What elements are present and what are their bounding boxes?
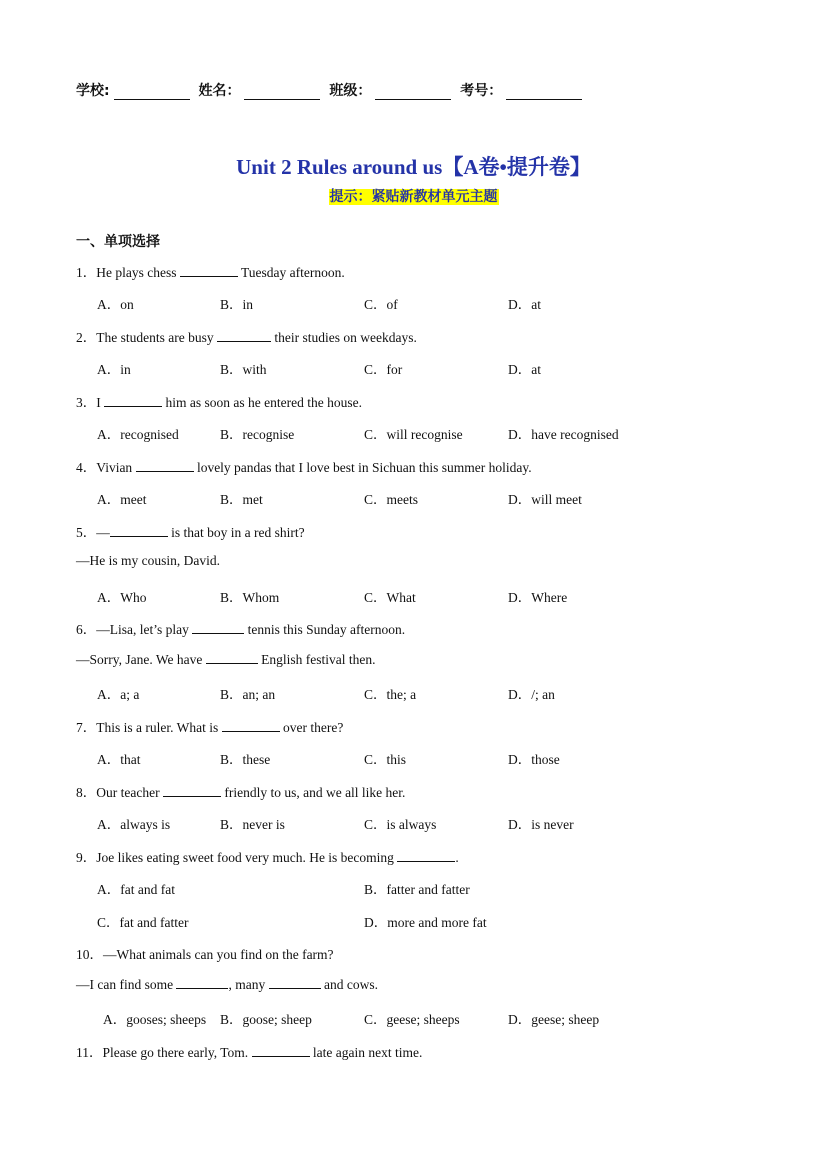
question-1 bbox=[76, 261, 345, 281]
question-text: friendly to us, and we all like her. bbox=[220, 785, 406, 800]
question-11 bbox=[76, 1041, 422, 1061]
question-number: 11． bbox=[76, 1045, 103, 1060]
answer-blank[interactable] bbox=[176, 976, 228, 989]
school-label: 学校: bbox=[76, 83, 110, 99]
option-b[interactable]: B．Whom bbox=[220, 590, 280, 605]
option-c[interactable]: C．will recognise bbox=[364, 427, 463, 442]
school-blank[interactable] bbox=[114, 85, 190, 100]
question-text: I bbox=[96, 395, 105, 410]
answer-blank[interactable] bbox=[252, 1044, 310, 1057]
question-5 bbox=[76, 521, 305, 541]
option-d[interactable]: D．geese; sheep bbox=[508, 1012, 600, 1027]
question-text: over there? bbox=[279, 720, 344, 735]
option-b[interactable]: B．an; an bbox=[220, 687, 276, 702]
question-number: 8． bbox=[76, 785, 97, 800]
option-c[interactable]: C．the; a bbox=[364, 687, 417, 702]
option-a[interactable]: A．a; a bbox=[97, 687, 140, 702]
dialogue-reply: —He is my cousin, David. bbox=[76, 553, 220, 568]
question-text: . bbox=[455, 850, 459, 865]
question-7 bbox=[76, 716, 343, 736]
question-text: is that boy in a red shirt? bbox=[167, 525, 305, 540]
question-text: The students are busy bbox=[96, 330, 217, 345]
option-b[interactable]: B．met bbox=[220, 492, 263, 507]
option-c[interactable]: C．geese; sheeps bbox=[364, 1012, 460, 1027]
question-text: —What animals can you find on the farm? bbox=[103, 947, 334, 962]
question-9 bbox=[76, 846, 459, 866]
question-3 bbox=[76, 391, 362, 411]
question-number: 3． bbox=[76, 395, 97, 410]
option-d[interactable]: D．more and more fat bbox=[364, 915, 487, 930]
question-text: — bbox=[96, 525, 110, 540]
question-text: Our teacher bbox=[96, 785, 163, 800]
option-b[interactable]: B．recognise bbox=[220, 427, 295, 442]
exam-no-blank[interactable] bbox=[506, 85, 582, 100]
option-b[interactable]: B．in bbox=[220, 297, 254, 312]
question-4 bbox=[76, 456, 532, 476]
answer-blank[interactable] bbox=[192, 621, 244, 634]
question-number: 7． bbox=[76, 720, 97, 735]
option-b[interactable]: B．these bbox=[220, 752, 271, 767]
section-title: 一、单项选择 bbox=[76, 234, 160, 250]
option-a[interactable]: A．that bbox=[97, 752, 141, 767]
option-c[interactable]: C．this bbox=[364, 752, 407, 767]
tip-banner bbox=[0, 186, 827, 206]
option-a[interactable]: A．meet bbox=[97, 492, 147, 507]
answer-blank[interactable] bbox=[110, 524, 168, 537]
option-d[interactable]: D．at bbox=[508, 297, 541, 312]
question-text: Tuesday afternoon. bbox=[237, 265, 345, 280]
option-a[interactable]: A．in bbox=[97, 362, 131, 377]
question-10 bbox=[76, 943, 334, 963]
question-number: 10． bbox=[76, 947, 103, 962]
name-blank[interactable] bbox=[244, 85, 320, 100]
option-c[interactable]: C．What bbox=[364, 590, 416, 605]
question-number: 5． bbox=[76, 525, 97, 540]
option-a[interactable]: A．fat and fat bbox=[97, 882, 175, 897]
dialogue-reply bbox=[76, 651, 376, 668]
option-a[interactable]: A．recognised bbox=[97, 427, 179, 442]
question-text: lovely pandas that I love best in Sichuan this summer holiday. bbox=[193, 460, 532, 475]
question-6 bbox=[76, 618, 405, 638]
question-8 bbox=[76, 781, 405, 801]
question-text: their studies on weekdays. bbox=[270, 330, 417, 345]
answer-blank[interactable] bbox=[180, 264, 238, 277]
question-number: 1． bbox=[76, 265, 97, 280]
option-c[interactable]: C．meets bbox=[364, 492, 418, 507]
option-a[interactable]: A．Who bbox=[97, 590, 147, 605]
option-d[interactable]: D．at bbox=[508, 362, 541, 377]
question-text: Vivian bbox=[96, 460, 136, 475]
option-d[interactable]: D．/; an bbox=[508, 687, 555, 702]
question-text: him as soon as he entered the house. bbox=[162, 395, 362, 410]
reply-text: —I can find some bbox=[76, 977, 177, 992]
question-number: 4． bbox=[76, 460, 97, 475]
option-b[interactable]: B．never is bbox=[220, 817, 285, 832]
answer-blank[interactable] bbox=[163, 784, 221, 797]
question-number: 2． bbox=[76, 330, 97, 345]
answer-blank[interactable] bbox=[222, 719, 280, 732]
option-d[interactable]: D．have recognised bbox=[508, 427, 619, 442]
question-text: late again next time. bbox=[309, 1045, 423, 1060]
answer-blank[interactable] bbox=[206, 651, 258, 664]
question-text: Please go there early, Tom. bbox=[102, 1045, 252, 1060]
option-b[interactable]: B．goose; sheep bbox=[220, 1012, 312, 1027]
exam-no-label: 考号： bbox=[460, 83, 503, 99]
answer-blank[interactable] bbox=[269, 976, 321, 989]
reply-text: and cows. bbox=[320, 977, 378, 992]
answer-blank[interactable] bbox=[104, 394, 162, 407]
student-info-line bbox=[76, 80, 582, 100]
option-c[interactable]: C．of bbox=[364, 297, 398, 312]
option-c[interactable]: C．for bbox=[364, 362, 403, 377]
reply-text: English festival then. bbox=[257, 652, 376, 667]
option-d[interactable]: D．will meet bbox=[508, 492, 582, 507]
reply-text: —Sorry, Jane. We have bbox=[76, 652, 206, 667]
question-text: tennis this Sunday afternoon. bbox=[244, 622, 406, 637]
option-a[interactable]: A．gooses; sheeps bbox=[103, 1012, 207, 1027]
question-text: He plays chess bbox=[96, 265, 180, 280]
question-text: Joe likes eating sweet food very much. He is becoming bbox=[96, 850, 398, 865]
question-2 bbox=[76, 326, 417, 346]
question-number: 9． bbox=[76, 850, 97, 865]
reply-text: , many bbox=[228, 977, 269, 992]
option-c[interactable]: C．is always bbox=[364, 817, 437, 832]
answer-blank[interactable] bbox=[136, 459, 194, 472]
name-label: 姓名： bbox=[198, 83, 241, 99]
option-d[interactable]: D．Where bbox=[508, 590, 568, 605]
option-b[interactable]: B．fatter and fatter bbox=[364, 882, 470, 897]
question-text: —Lisa, let’s play bbox=[96, 622, 193, 637]
option-d[interactable]: D．those bbox=[508, 752, 560, 767]
answer-blank[interactable] bbox=[397, 849, 455, 862]
answer-blank[interactable] bbox=[217, 329, 271, 342]
option-a[interactable]: A．on bbox=[97, 297, 134, 312]
option-d[interactable]: D．is never bbox=[508, 817, 574, 832]
option-c[interactable]: C．fat and fatter bbox=[97, 915, 189, 930]
dialogue-reply bbox=[76, 976, 378, 993]
class-label: 班级： bbox=[329, 83, 372, 99]
tip-text: 提示：紧贴新教材单元主题 bbox=[329, 189, 498, 205]
question-text: This is a ruler. What is bbox=[96, 720, 222, 735]
page-title: Unit 2 Rules around us【A卷•提升卷】 bbox=[236, 155, 591, 179]
option-b[interactable]: B．with bbox=[220, 362, 267, 377]
question-number: 6． bbox=[76, 622, 97, 637]
option-a[interactable]: A．always is bbox=[97, 817, 171, 832]
class-blank[interactable] bbox=[375, 85, 451, 100]
